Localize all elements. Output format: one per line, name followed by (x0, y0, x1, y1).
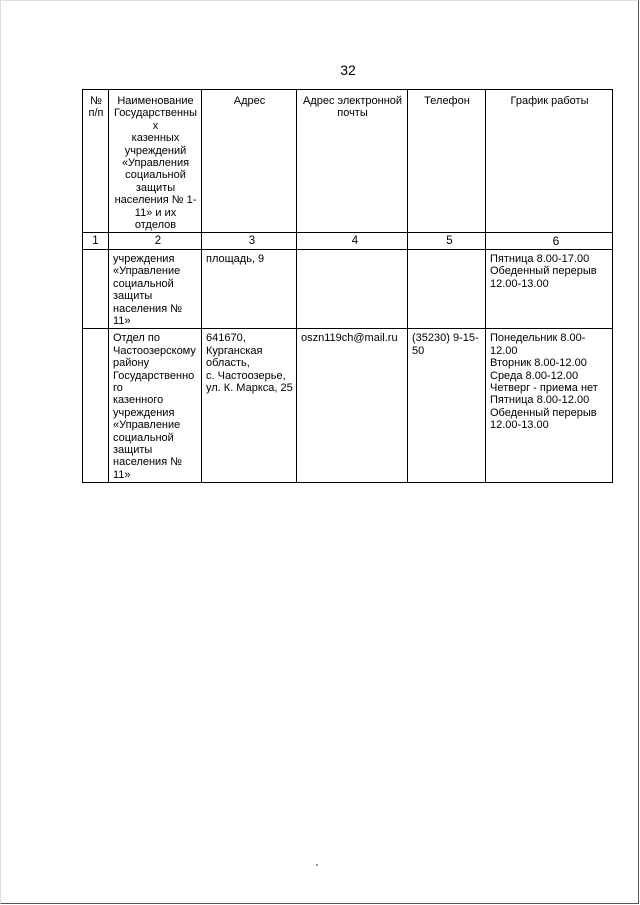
cell-schedule: Пятница 8.00-17.00 Обеденный перерыв 12.00-13.00 (486, 249, 613, 328)
column-number: 2 (109, 233, 202, 249)
offices-table (82, 89, 613, 483)
cell-address: площадь, 9 (202, 249, 297, 328)
cell-email (297, 249, 408, 328)
cell-phone (408, 249, 486, 328)
cell-num (83, 249, 109, 328)
header-email: Адрес электронной почты (297, 90, 408, 233)
header-num: № п/п (83, 90, 109, 233)
header-name: Наименование Государственных казенных учреждений «Управления социальной защиты населения № 1- 11» и их отделов (109, 90, 202, 233)
scan-speck (316, 864, 318, 866)
table-header-row (83, 90, 613, 233)
page-number: 32 (340, 62, 356, 78)
column-number: 4 (297, 233, 408, 249)
header-address: Адрес (202, 90, 297, 233)
cell-phone: (35230) 9-15- 50 (408, 329, 486, 483)
header-schedule: График работы (486, 90, 613, 233)
cell-address: 641670, Курганская область, с. Частоозерье, ул. К. Маркса, 25 (202, 329, 297, 483)
cell-name: учреждения «Управление социальной защиты населения № 11» (109, 249, 202, 328)
column-number-row (83, 233, 613, 249)
column-number: 6 (486, 233, 613, 249)
column-number: 1 (83, 233, 109, 249)
table-row (83, 249, 613, 328)
cell-email: oszn119ch@mail.ru (297, 329, 408, 483)
table-row (83, 329, 613, 483)
cell-name: Отдел по Частоозерскому району Государственного казенного учреждения «Управление социальной защиты населения № 11» (109, 329, 202, 483)
cell-num (83, 329, 109, 483)
header-phone: Телефон (408, 90, 486, 233)
column-number: 5 (408, 233, 486, 249)
cell-schedule: Понедельник 8.00- 12.00 Вторник 8.00-12.00 Среда 8.00-12.00 Четверг - приема нет Пятница 8.00-12.00 Обеденный перерыв 12.00-13.00 (486, 329, 613, 483)
column-number: 3 (202, 233, 297, 249)
